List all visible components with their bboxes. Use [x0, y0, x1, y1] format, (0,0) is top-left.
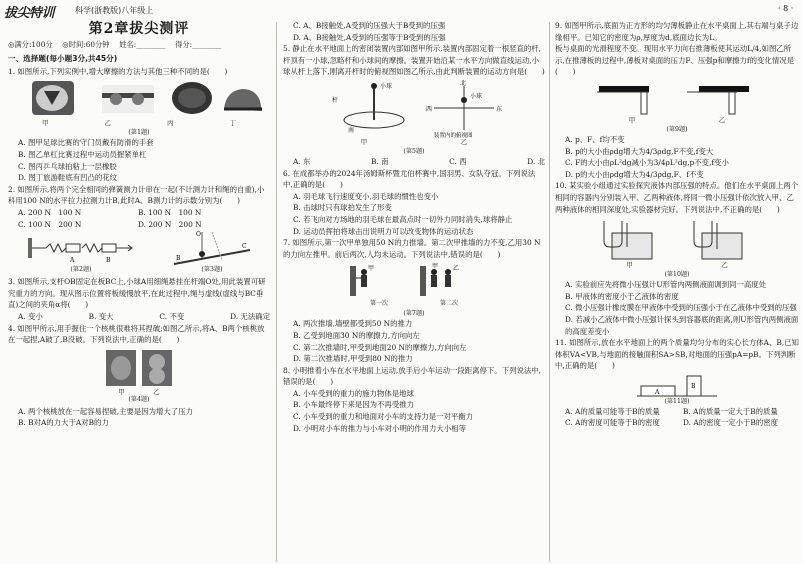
figure-caption: (第1题) — [128, 129, 150, 137]
page-number: · 8 · — [778, 4, 794, 13]
option: A. 两个核桃放在一起容易捏破,主要是因为增大了压力 — [18, 406, 193, 416]
question-9: 9. 如图甲所示,底面为正方形的均匀薄板静止在水平桌面上,其右端与桌子边缘相平。已知它的密度为ρ,厚度为d,底面边长为L。 — [555, 21, 799, 42]
svg-text:O: O — [196, 231, 201, 239]
q5-label-north: 北 — [460, 79, 467, 87]
figure-caption: (第11题) — [664, 397, 690, 405]
option: B. 变大 — [88, 311, 114, 321]
option: B. 图乙单杠比赛过程中运动员握紧单杠 — [18, 149, 147, 159]
option: B. 小车最终停下来是因为不再受推力 — [293, 400, 414, 410]
q5-label-topview: 装置内的俯视图 — [434, 132, 473, 138]
question-8: 8. 小明推着小车在水平地面上运动,放手后小车运动一段距离停下。下列说法中,错误的是( ) — [283, 365, 541, 387]
option: C. 第二次推墙时,甲受到地面20 N的摩擦力,方向向左 — [293, 342, 467, 352]
option: D. 北 — [527, 156, 545, 166]
svg-text:B: B — [106, 257, 111, 265]
page-header — [0, 0, 803, 20]
column-divider — [549, 22, 550, 562]
pressure-gauge-diagram — [582, 217, 772, 261]
q9-label-a: 甲 — [628, 115, 636, 124]
option: D. 200 N 200 N — [138, 219, 202, 229]
figure-caption: (第2题) — [70, 266, 92, 274]
column-right — [555, 20, 799, 429]
name-field: 姓名:________ — [119, 39, 166, 49]
spring-scales-diagram — [26, 230, 136, 266]
figure-q3 — [172, 230, 252, 276]
figure-caption: (第4题) — [128, 395, 150, 403]
figure-caption: (第3题) — [201, 266, 223, 274]
q5-label-ball-b: 小球 — [470, 92, 483, 100]
q5-label-south: 南 — [348, 126, 355, 134]
subject-label: 科学(浙教版)八年级上 — [75, 6, 154, 15]
time-limit: ◎时间:60分钟 — [62, 39, 110, 49]
option: D. A的密度一定小于B的密度 — [683, 418, 779, 428]
q7-label-jia-b: 甲 — [432, 263, 439, 271]
figure-caption: (第9题) — [666, 125, 688, 133]
option: C. 西 — [449, 156, 467, 166]
brand-logo: 拔尖特训 — [4, 6, 55, 21]
q11-label-a: A — [655, 388, 660, 396]
q4-label-a: 甲 — [118, 387, 125, 396]
option: C. 小车受到的重力和地面对小车的支持力是一对平衡力 — [293, 412, 474, 422]
q1-label-c: 丙 — [167, 119, 174, 128]
q11-label-b: B — [691, 382, 696, 390]
figures-q2-q3 — [8, 230, 270, 276]
option: A. 变小 — [18, 311, 43, 321]
svg-text:A: A — [70, 257, 75, 265]
column-left — [8, 20, 270, 429]
option: D. 第二次推墙时,甲受到80 N的推力 — [293, 354, 413, 364]
section-heading: 一、选择题(每小题3分,共45分) — [8, 54, 118, 64]
option: C. 微小压强计橡皮膜在甲液体中受到的压强小于在乙液体中受到的压强 — [565, 303, 797, 313]
option: A. 两次推墙,墙壁都受到50 N的推力 — [293, 319, 413, 329]
exam-meta — [8, 39, 270, 51]
q10-label-b: 乙 — [721, 261, 728, 270]
q5-label-east: 东 — [496, 105, 503, 113]
option: A. 东 — [293, 156, 311, 166]
option: A. A的质量可能等于B的质量 — [565, 406, 660, 416]
q7-label-yi: 乙 — [453, 265, 460, 273]
figure-q1 — [14, 79, 264, 127]
question-10: 10. 某实验小组通过实验探究液体内部压强的特点。他们在水平桌面上两个相同的容器内分别装入甲、乙两种液体,将同一微小压强计依次放入甲、乙两种液体的相同深度处,实验器材完好。下列说法中,不正确的是( ) — [555, 181, 799, 214]
option: A. p、F、f均不变 — [565, 134, 625, 144]
q5-label-b: 乙 — [460, 137, 468, 146]
question-1: 1. 如图所示,下列实例中,增大摩擦的方法与其他三种不同的是( ) — [8, 66, 228, 76]
option: C. 不变 — [159, 311, 185, 321]
svg-text:B: B — [176, 255, 181, 263]
option: B. 击球时只有球拍发生了形变 — [293, 203, 392, 213]
rod-ball-device-diagram — [314, 80, 514, 138]
figure-q5 — [314, 80, 514, 146]
option: C. 图丙乒乓球拍粘上一层橡胶 — [18, 161, 117, 171]
option: D. A、B接触处,A受到的压强等于B受到的压强 — [293, 32, 446, 42]
question-7: 7. 如图所示,第一次甲单独用50 N的力推墙。第二次甲推墙的力不变,乙用30 N的力向左推甲。前后两次,人均未运动。下列说法中,错误的是( ) — [283, 238, 541, 259]
option: C. 若飞向对方场地的羽毛球在最高点时一切外力同时消失,球将静止 — [293, 214, 513, 224]
question-4: 4. 如图甲所示,用手握住一个核桃很难将其捏破;如图乙所示,将A、B两个核桃放在一起捏,A破了,B没破。下列说法中,正确的是( ) — [8, 323, 265, 345]
figure-q7 — [344, 262, 484, 308]
figure-q10 — [582, 217, 772, 269]
q4-label-b: 乙 — [153, 387, 160, 396]
option: C. A、B接触处,A受到的压强大于B受到的压强 — [293, 21, 446, 30]
full-score: ◎满分:100分 — [8, 39, 53, 49]
question-5: 5. 静止在水平地面上的密闭装置内部如图甲所示,装置内部固定着一根竖直的杆,杆顶有一小球,忽略杆和小球间的摩擦。装置开始沿某一水平方向做直线运动,小球从杆上落下,刚离开杆时的俯视图如图乙所示,由此判断装置的运动方向是( ) — [283, 44, 545, 77]
q5-label-rod: 杆 — [332, 96, 339, 104]
score-field: 得分:________ — [175, 39, 222, 49]
option: A. 图甲足球比赛的守门员戴有防滑的手套 — [18, 138, 154, 148]
option: D. 图丁旅游鞋底有凹凸的花纹 — [18, 173, 118, 183]
option: D. 无法确定 — [230, 311, 270, 321]
option: B. B对A的力大于A对B的力 — [18, 418, 109, 428]
option: B. 100 N 100 N — [138, 207, 202, 217]
svg-text:C: C — [242, 243, 247, 251]
option: B. p的大小由ρdg增大为4/3ρdg,F不变,f变大 — [565, 146, 714, 156]
option: C. A的密度可能等于B的密度 — [565, 418, 660, 428]
figure-q9 — [587, 80, 767, 124]
figure-q2 — [26, 230, 136, 276]
q10-label-a: 甲 — [626, 261, 633, 270]
figure-q4 — [104, 348, 174, 404]
page-title: 第2章拔尖测评 — [88, 21, 190, 37]
q7-label-first: 第一次 — [369, 300, 388, 308]
option: B. 南 — [371, 156, 389, 166]
option: D. 运动员挥拍将球击出说明力可以改变物体的运动状态 — [293, 226, 474, 236]
question-11: 11. 如图所示,放在水平地面上的两个质量均匀分布的实心长方体A、B,已知体积VA<VB,与地面的接触面积SA>SB,对地面的压强pA=pB。下列判断中,正确的是( ) — [555, 338, 799, 371]
q7-label-second: 第二次 — [439, 300, 458, 308]
option: A. 小车受到的重力的施力物体是地球 — [293, 388, 414, 398]
q1-label-d: 丁 — [229, 119, 236, 128]
sliding-plate-diagram — [587, 80, 767, 116]
column-middle — [283, 20, 545, 434]
option: D. 若减小乙液体中微小压强计探头到容器底的距离,则U形管内两侧液面的高度差变小 — [565, 314, 799, 336]
question-6: 6. 在成都举办的2024年汤姆斯杯暨尤伯杯赛中,国羽男、女队夺冠。下列说法中,正确的是( ) — [283, 168, 536, 190]
option: B. 乙受到地面30 N的摩擦力,方向向左 — [293, 330, 420, 340]
option: C. 100 N 200 N — [18, 219, 82, 229]
wall-push-diagram — [344, 262, 484, 300]
figure-q11 — [637, 374, 717, 404]
q1-label-b: 乙 — [104, 119, 111, 128]
q5-label-a: 甲 — [360, 137, 368, 146]
q7-label-jia: 甲 — [368, 265, 375, 273]
option: A. 200 N 100 N — [18, 207, 82, 217]
option: D. 小明对小车的推力与小车对小明的作用力大小相等 — [293, 423, 466, 433]
question-3: 3. 如图所示,支杆OB固定在板BC上,小球A用细绳悬挂在杆端O处,用此装置可研究重力的方向。现从图示位置将板缓慢放平,在此过程中,绳与虚线(虚线与BC垂直)之间的夹角α将( ) — [8, 277, 266, 310]
column-divider — [276, 22, 277, 562]
question-9-cont: 板与桌面的光滑程度不变。现用水平力向右推薄板使其运动L/4,如图乙所示,在推薄板的过程中,薄板对桌面的压力F、压强p和摩擦力f的变化情况是( ) — [555, 44, 795, 77]
pendulum-board-diagram — [172, 230, 252, 266]
q1-photos — [14, 79, 264, 119]
option: C. F的大小由ρL²dg减小为3/4ρL²dg,p不变,f变小 — [565, 158, 729, 168]
option: B. 甲液体的密度小于乙液体的密度 — [565, 291, 679, 301]
figure-caption: (第10题) — [664, 271, 690, 279]
option: D. p的大小由ρdg增大为4/3ρdg,F、f不变 — [565, 169, 704, 179]
q5-label-ball: 小球 — [380, 82, 393, 90]
q9-label-b: 乙 — [718, 115, 726, 124]
q5-label-west: 西 — [426, 105, 433, 113]
figure-caption: (第7题) — [403, 310, 425, 318]
blocks-diagram — [637, 374, 717, 398]
question-2: 2. 如图所示,将两个完全相同的弹簧测力计串在一起(不计测力计和绳的自重),小科用100 N的水平拉力拉测力计B,此时A、B测力计的示数分别为( ) — [8, 184, 265, 206]
option: B. A的质量一定大于B的质量 — [683, 406, 778, 416]
figure-caption: (第5题) — [403, 147, 425, 155]
option: A. 羽毛球飞行速度变小,羽毛球的惯性也变小 — [293, 191, 439, 201]
q1-label-a: 甲 — [42, 119, 49, 128]
option: A. 实验前应先将微小压强计U形管内两侧液面调到同一高度处 — [565, 280, 767, 290]
walnut-photos — [104, 348, 174, 388]
